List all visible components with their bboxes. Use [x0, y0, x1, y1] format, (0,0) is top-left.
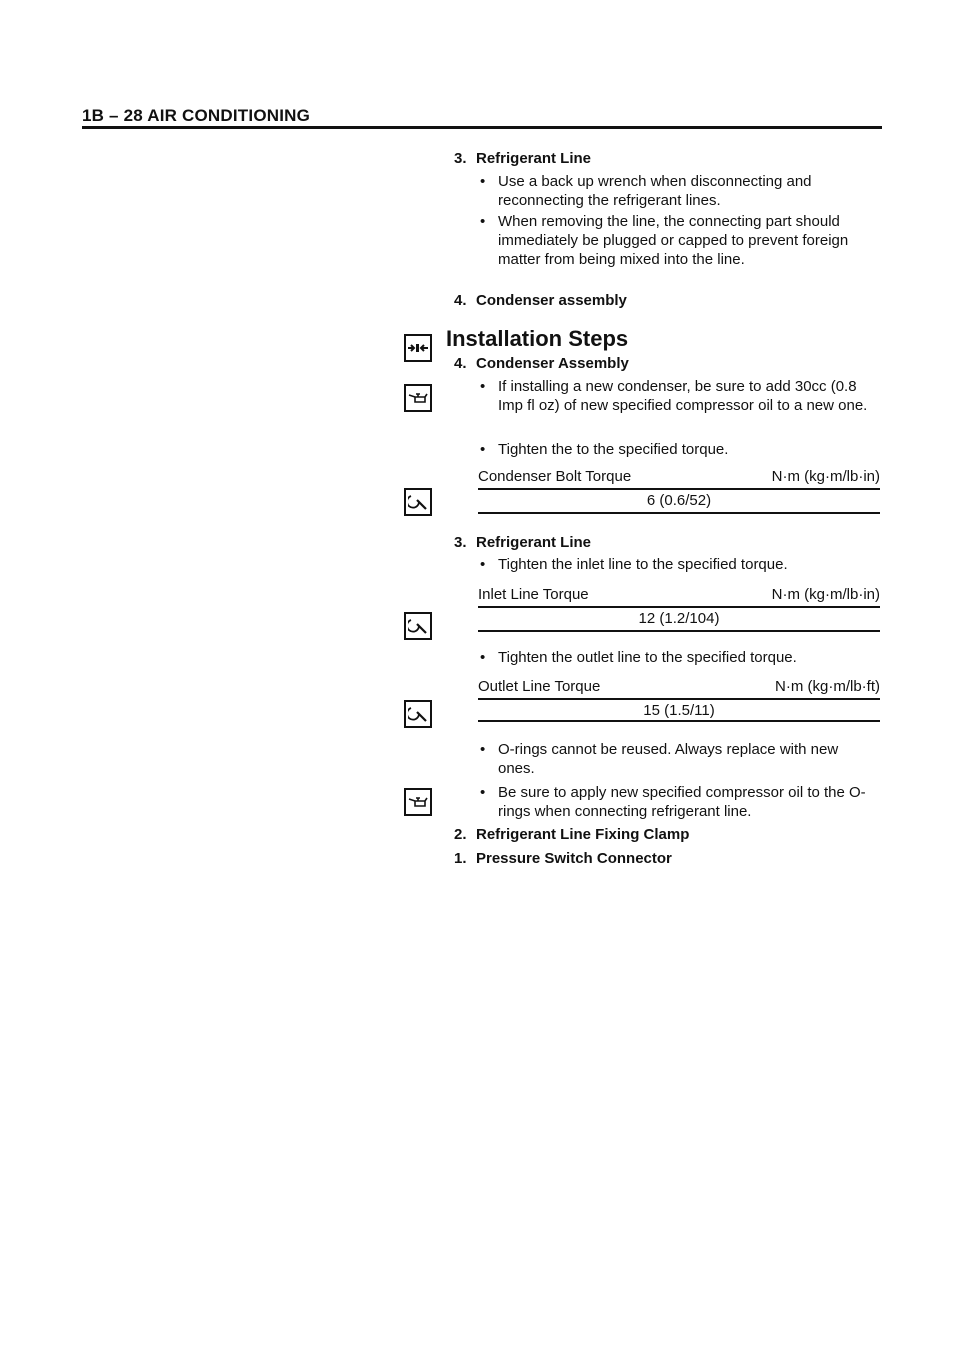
step-number: 3. [454, 534, 467, 551]
step-number: 3. [454, 150, 467, 167]
step-title: Refrigerant Line [476, 150, 592, 167]
torque-rule-top [478, 606, 880, 608]
step-title: Condenser Assembly [476, 355, 629, 372]
bullet-text: O-rings cannot be reused. Always replace with new ones. [498, 741, 839, 777]
torque-rule-bottom [478, 720, 880, 722]
bullet-dot: • [480, 784, 486, 801]
installation-step-3-bullet-inlet [480, 555, 878, 574]
torque-value-outlet: 15 (1.5/11) [643, 702, 715, 719]
bullet-text: Tighten the inlet line to the specified torque. [498, 556, 788, 573]
bullet-dot: • [480, 741, 486, 758]
torque-unit-outlet: N·m (kg·m/lb·ft) [775, 678, 880, 695]
torque-label-condenser: Condenser Bolt Torque [478, 468, 632, 485]
install-arrows-icon [404, 334, 432, 362]
torque-unit-inlet: N·m (kg·m/lb·in) [771, 586, 880, 603]
installation-step-4 [454, 355, 629, 372]
torque-unit-condenser: N·m (kg·m/lb·in) [771, 468, 880, 485]
torque-wrench-icon [404, 612, 432, 640]
torque-value-condenser: 6 (0.6/52) [646, 492, 712, 509]
bullet-text: If installing a new condenser, be sure to add 30cc (0.8 Imp fl oz) of new specified compressor oil to a new one. [498, 378, 868, 414]
installation-step-3-bullet-oil [480, 783, 878, 821]
bullet-dot: • [480, 556, 486, 573]
installation-step-3 [454, 534, 591, 551]
installation-step-1 [454, 850, 672, 867]
torque-rule-bottom [478, 512, 880, 514]
installation-step-4-bullet-2 [480, 440, 878, 459]
step-title: Refrigerant Line Fixing Clamp [476, 826, 690, 843]
removal-step-3-bullet-2 [480, 212, 878, 269]
step-title: Condenser assembly [476, 292, 627, 309]
step-title: Refrigerant Line [476, 534, 592, 551]
installation-step-2 [454, 826, 689, 843]
torque-label-inlet: Inlet Line Torque [478, 586, 589, 603]
bullet-text: Use a back up wrench when disconnecting and reconnecting the refrigerant lines. [498, 173, 812, 209]
torque-rule-top [478, 698, 880, 700]
installation-step-3-bullet-outlet [480, 648, 878, 667]
bullet-dot: • [480, 213, 486, 230]
torque-value-inlet: 12 (1.2/104) [638, 610, 720, 627]
bullet-text: Tighten the outlet line to the specified torque. [498, 649, 797, 666]
oil-can-icon [404, 788, 432, 816]
torque-rule-bottom [478, 630, 880, 632]
bullet-text: When removing the line, the connecting part should immediately be plugged or capped to prevent foreign matter from being mixed into the line. [498, 213, 849, 268]
bullet-dot: • [480, 173, 486, 190]
torque-label-outlet: Outlet Line Torque [478, 678, 601, 695]
torque-rule-top [478, 488, 880, 490]
bullet-text: Tighten the to the specified torque. [498, 441, 729, 458]
removal-step-4 [454, 292, 627, 309]
installation-step-3-bullet-orings [480, 740, 878, 778]
removal-step-3-bullet-1 [480, 172, 878, 210]
bullet-text: Be sure to apply new specified compressor oil to the O-rings when connecting refrigerant line. [498, 784, 866, 820]
bullet-dot: • [480, 441, 486, 458]
bullet-dot: • [480, 378, 486, 395]
oil-can-icon [404, 384, 432, 412]
installation-step-4-bullet-1 [480, 377, 878, 415]
step-number: 1. [454, 850, 467, 867]
step-title: Pressure Switch Connector [476, 850, 672, 867]
torque-wrench-icon [404, 700, 432, 728]
installation-steps-heading: Installation Steps [446, 326, 629, 351]
removal-step-3 [454, 150, 591, 167]
step-number: 2. [454, 826, 467, 843]
bullet-dot: • [480, 649, 486, 666]
step-number: 4. [454, 355, 467, 372]
header-rule [82, 126, 882, 129]
step-number: 4. [454, 292, 467, 309]
torque-wrench-icon [404, 488, 432, 516]
page-header-title: 1B – 28 AIR CONDITIONING [82, 106, 311, 125]
